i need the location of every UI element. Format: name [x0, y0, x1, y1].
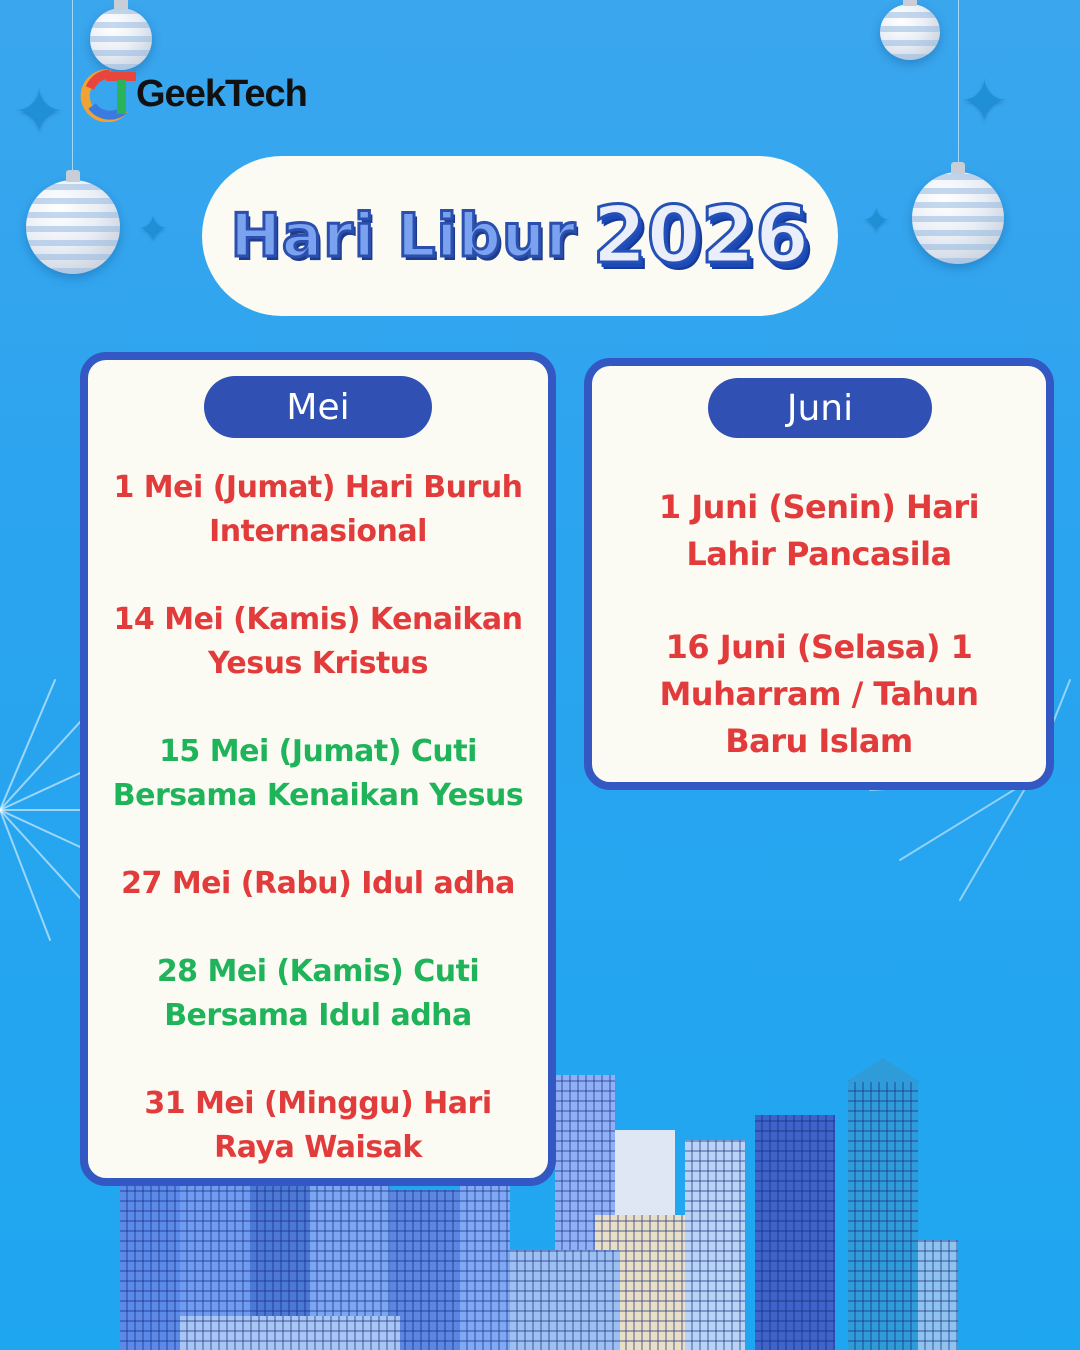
- brand-logo: [80, 66, 307, 122]
- star-icon: ✦: [14, 77, 65, 147]
- page-title: Hari Libur: [230, 201, 577, 271]
- holiday-entry: 14 Mei (Kamis) Kenaikan Yesus Kristus: [113, 602, 523, 681]
- star-icon: ✦: [862, 201, 891, 241]
- star-icon: ✦: [960, 67, 1009, 135]
- holiday-entry: 1 Mei (Jumat) Hari Buruh Internasional: [113, 470, 523, 549]
- month-label: Juni: [708, 378, 932, 438]
- month-card-mei: [80, 352, 556, 1186]
- holiday-entry: 27 Mei (Rabu) Idul adha: [121, 866, 515, 901]
- ornament-ball: [912, 172, 1004, 264]
- ornament-ball: [90, 8, 152, 70]
- holiday-entry: 31 Mei (Minggu) Hari Raya Waisak: [144, 1086, 492, 1165]
- cuti-entry: 28 Mei (Kamis) Cuti Bersama Idul adha: [156, 954, 480, 1033]
- geektech-logo-icon: [80, 66, 138, 122]
- cuti-entry: 15 Mei (Jumat) Cuti Bersama Kenaikan Yesus: [112, 734, 524, 813]
- ornament-ball: [26, 180, 120, 274]
- month-card-juni: [584, 358, 1054, 790]
- month-label: Mei: [204, 376, 432, 438]
- title-year: 2026: [592, 191, 810, 281]
- ornament-ball: [880, 4, 940, 60]
- ornament-string: [958, 0, 959, 168]
- holiday-entry: 16 Juni (Selasa) 1 Muharram / Tahun Baru Islam: [659, 628, 979, 760]
- ornament-string: [72, 0, 73, 170]
- title-banner: [202, 156, 838, 316]
- holiday-entry: 1 Juni (Senin) Hari Lahir Pancasila: [658, 488, 980, 573]
- star-icon: ✦: [138, 209, 169, 250]
- brand-name: GeekTech: [136, 72, 307, 115]
